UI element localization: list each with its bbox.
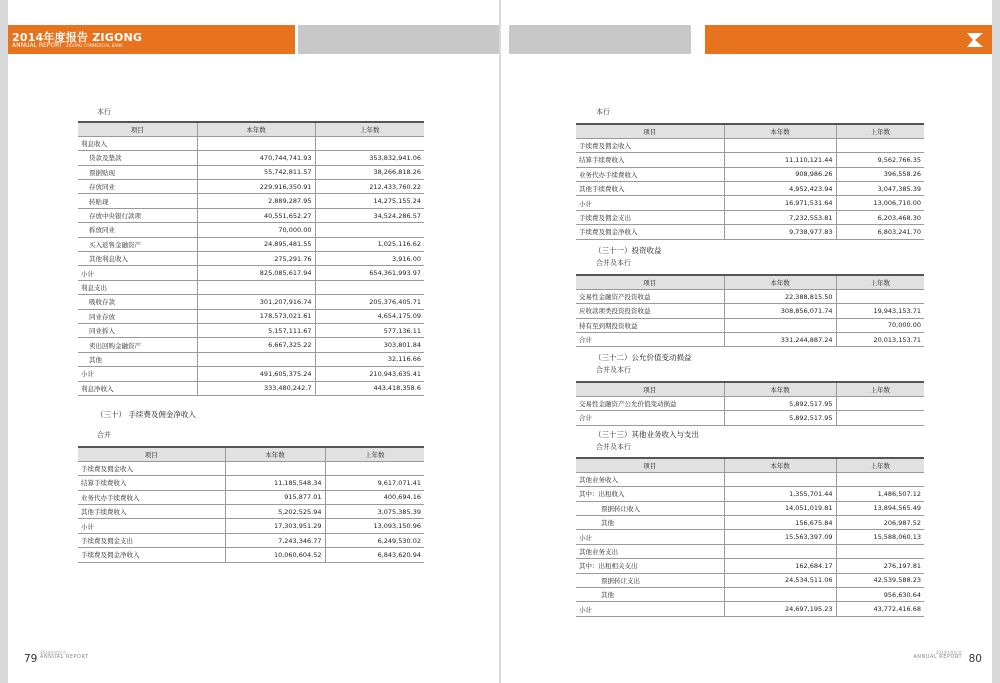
current-year-cell: 331,244,887.24 [724, 333, 836, 347]
row-label-cell: 卖出回购金融资产 [78, 338, 197, 352]
col-header-prior: 上年数 [836, 124, 924, 138]
row-label-cell: 结算手续费收入 [78, 476, 225, 490]
prior-year-cell: 400,694.16 [325, 490, 424, 504]
page-number-right: 80 [968, 653, 982, 665]
table-row [78, 237, 424, 251]
prior-year-cell: 205,376,405.71 [315, 295, 424, 309]
prior-year-cell: 353,832,941.06 [315, 151, 424, 165]
footer-en-right: ANNUAL REPORT [913, 654, 962, 660]
table-row [576, 289, 924, 303]
row-label-cell: 手续费及佣金支出 [576, 210, 724, 224]
current-year-cell [197, 352, 315, 366]
prior-year-cell: 443,418,358.6 [315, 381, 424, 395]
prior-year-cell: 13,006,710.00 [836, 196, 924, 210]
page-number-left: 79 [24, 653, 38, 665]
col-header-prior: 上年数 [325, 447, 424, 461]
table-row [78, 476, 424, 490]
table-row [576, 196, 924, 210]
report-logo-subtitle: ANNUAL REPORT [12, 42, 63, 49]
footer-en-left: ANNUAL REPORT [40, 654, 89, 660]
current-year-cell [724, 138, 836, 152]
col-header-current: 本年数 [225, 447, 325, 461]
row-label-cell: 小计 [78, 266, 197, 280]
footer-cn-left: 2014年度报告 [40, 650, 67, 655]
prior-year-cell: 6,203,468.30 [836, 210, 924, 224]
current-year-cell: 4,952,423.94 [724, 182, 836, 196]
row-label-cell: 其他业务支出 [576, 544, 724, 558]
current-year-cell [724, 472, 836, 486]
report-logo-title: 2014年度报告 ZIGONG [12, 31, 143, 44]
prior-year-cell: 42,539,588.23 [836, 573, 924, 587]
table-row [78, 533, 424, 547]
current-year-cell: 6,667,325.22 [197, 338, 315, 352]
table-row [78, 490, 424, 504]
row-label-cell: 利息支出 [78, 280, 197, 294]
current-year-cell: 24,697,195.23 [724, 602, 836, 616]
table-row [576, 588, 924, 602]
table-row [576, 573, 924, 587]
row-label-cell: 拆放同业 [78, 223, 197, 237]
current-year-cell: 1,355,701.44 [724, 487, 836, 501]
prior-year-cell: 6,843,620.94 [325, 548, 424, 562]
row-label-cell: 手续费及佣金支出 [78, 533, 225, 547]
table-row [78, 323, 424, 337]
current-year-cell: 333,480,242.7 [197, 381, 315, 395]
current-year-cell: 70,000.00 [197, 223, 315, 237]
current-year-cell: 55,742,811.57 [197, 165, 315, 179]
section-31-title: （三十一）投资收益 [594, 246, 662, 255]
current-year-cell: 470,744,741.93 [197, 151, 315, 165]
table-row [78, 208, 424, 222]
prior-year-cell: 1,025,116.62 [315, 237, 424, 251]
table-row [576, 138, 924, 152]
row-label-cell: 合计 [576, 333, 724, 347]
row-label-cell: 小计 [576, 602, 724, 616]
row-label-cell: 其他利息收入 [78, 252, 197, 266]
prior-year-cell: 956,630.64 [836, 588, 924, 602]
table-row [576, 501, 924, 515]
prior-year-cell: 577,136.11 [315, 323, 424, 337]
table-row [576, 318, 924, 332]
right-page [501, 0, 992, 683]
current-year-cell: 908,986.26 [724, 167, 836, 181]
table-row [576, 602, 924, 616]
current-year-cell: 40,551,652.27 [197, 208, 315, 222]
row-label-cell: 票据转让收入 [576, 501, 724, 515]
current-year-cell: 229,916,350.91 [197, 180, 315, 194]
table-row [576, 544, 924, 558]
table-row [576, 411, 924, 425]
interest-income-table [78, 121, 424, 396]
prior-year-cell: 13,093,150.96 [325, 519, 424, 533]
row-label-cell: 业务代办手续费收入 [78, 490, 225, 504]
footer-cn-right: 2014年度报告 [935, 650, 962, 655]
prior-year-cell: 19,943,153.71 [836, 304, 924, 318]
row-label-cell: 转贴现 [78, 194, 197, 208]
col-header-prior: 上年数 [315, 122, 424, 136]
section-33-title: （三十三）其他业务收入与支出 [594, 430, 699, 439]
table-row [576, 530, 924, 544]
prior-year-cell: 1,486,507.12 [836, 487, 924, 501]
current-year-cell: 11,110,121.44 [724, 153, 836, 167]
left-page [8, 0, 499, 683]
prior-year-cell: 6,803,241.70 [836, 225, 924, 239]
prior-year-cell: 3,916.00 [315, 252, 424, 266]
prior-year-cell [836, 396, 924, 410]
prior-year-cell: 14,275,155.24 [315, 194, 424, 208]
row-label-cell: 手续费及佣金收入 [576, 138, 724, 152]
prior-year-cell: 34,524,286.57 [315, 208, 424, 222]
table-row [78, 151, 424, 165]
row-label-cell: 同业拆入 [78, 323, 197, 337]
current-year-cell: 5,157,111.67 [197, 323, 315, 337]
row-label-cell: 票据转让支出 [576, 573, 724, 587]
row-label-cell: 持有至到期投资收益 [576, 318, 724, 332]
prior-year-cell: 43,772,416.68 [836, 602, 924, 616]
col-header-item: 项目 [78, 447, 225, 461]
bank-logo-icon [964, 29, 986, 51]
current-year-cell [724, 544, 836, 558]
table-row [78, 505, 424, 519]
current-year-cell: 14,051,019.81 [724, 501, 836, 515]
prior-year-cell: 15,588,060.13 [836, 530, 924, 544]
row-label-cell: 其他手续费收入 [78, 505, 225, 519]
section-30-title: （三十） 手续费及佣金净收入 [96, 410, 196, 419]
label-bank-right: 本行 [596, 108, 610, 116]
table-row [576, 396, 924, 410]
current-year-cell: 7,243,346.77 [225, 533, 325, 547]
row-label-cell: 利息收入 [78, 136, 197, 150]
current-year-cell: 825,085,617.94 [197, 266, 315, 280]
prior-year-cell [315, 223, 424, 237]
current-year-cell: 301,207,916.74 [197, 295, 315, 309]
current-year-cell: 7,232,553.81 [724, 210, 836, 224]
row-label-cell: 结算手续费收入 [576, 153, 724, 167]
col-header-prior: 上年数 [836, 382, 924, 396]
prior-year-cell: 9,617,071.41 [325, 476, 424, 490]
prior-year-cell: 6,249,530.02 [325, 533, 424, 547]
prior-year-cell: 38,266,818.26 [315, 165, 424, 179]
current-year-cell: 10,060,604.52 [225, 548, 325, 562]
prior-year-cell: 303,801.84 [315, 338, 424, 352]
current-year-cell: 915,877.01 [225, 490, 325, 504]
prior-year-cell: 70,000.00 [836, 318, 924, 332]
row-label-cell: 其他 [576, 588, 724, 602]
row-label-cell: 吸收存款 [78, 295, 197, 309]
prior-year-cell [315, 136, 424, 150]
current-year-cell: 178,573,021.61 [197, 309, 315, 323]
col-header-prior: 上年数 [836, 458, 924, 472]
table-row [576, 225, 924, 239]
table-row [576, 487, 924, 501]
table-row [576, 167, 924, 181]
row-label-cell: 存放同业 [78, 180, 197, 194]
table-row [78, 519, 424, 533]
header-band-right [705, 25, 992, 54]
investment-income-table [576, 274, 924, 347]
col-header-item: 项目 [78, 122, 197, 136]
row-label-cell: 其他 [78, 352, 197, 366]
row-label-cell: 同业存放 [78, 309, 197, 323]
current-year-cell: 491,605,375.24 [197, 367, 315, 381]
col-header-current: 本年数 [724, 382, 836, 396]
current-year-cell [724, 588, 836, 602]
header-gray-band-left [298, 25, 499, 54]
row-label-cell: 手续费及佣金净收入 [78, 548, 225, 562]
row-label-cell: 小计 [78, 367, 197, 381]
col-header-item: 项目 [576, 458, 724, 472]
current-year-cell [197, 136, 315, 150]
current-year-cell: 22,388,815.50 [724, 289, 836, 303]
row-label-cell: 其他 [576, 516, 724, 530]
fee-income-bank-table [576, 123, 924, 240]
fee-income-consolidated-table [78, 446, 424, 563]
row-label-cell: 其他业务收入 [576, 472, 724, 486]
row-label-cell: 交易性金融资产公允价值变动损益 [576, 396, 724, 410]
table-row [78, 252, 424, 266]
table-row [576, 210, 924, 224]
table-row [78, 309, 424, 323]
table-row [576, 182, 924, 196]
prior-year-cell: 9,562,766.35 [836, 153, 924, 167]
row-label-cell: 贷款及垫款 [78, 151, 197, 165]
row-label-cell: 小计 [576, 196, 724, 210]
table-row [576, 153, 924, 167]
current-year-cell: 308,856,071.74 [724, 304, 836, 318]
prior-year-cell: 654,361,993.97 [315, 266, 424, 280]
report-logo-bank-name: ZIGONG COMMERCIAL BANK [66, 43, 123, 48]
current-year-cell: 156,675.84 [724, 516, 836, 530]
row-label-cell: 其他手续费收入 [576, 182, 724, 196]
prior-year-cell: 3,047,385.39 [836, 182, 924, 196]
row-label-cell: 手续费及佣金收入 [78, 461, 225, 475]
prior-year-cell: 212,433,760.22 [315, 180, 424, 194]
row-label-cell: 利息净收入 [78, 381, 197, 395]
row-label-cell: 手续费及佣金净收入 [576, 225, 724, 239]
header-band-left [8, 25, 295, 54]
table-row [576, 333, 924, 347]
current-year-cell: 5,892,517.95 [724, 411, 836, 425]
row-label-cell: 票据贴现 [78, 165, 197, 179]
table-row [576, 516, 924, 530]
row-label-cell: 买入返售金融资产 [78, 237, 197, 251]
prior-year-cell: 20,013,153.71 [836, 333, 924, 347]
prior-year-cell: 396,558.26 [836, 167, 924, 181]
prior-year-cell: 32,116.66 [315, 352, 424, 366]
table-row [576, 559, 924, 573]
table-row [78, 548, 424, 562]
prior-year-cell [836, 472, 924, 486]
section-32-subtitle: 合并及本行 [596, 366, 631, 374]
table-row [78, 180, 424, 194]
table-row [78, 165, 424, 179]
col-header-current: 本年数 [724, 458, 836, 472]
row-label-cell: 小计 [78, 519, 225, 533]
row-label-cell: 业务代办手续费收入 [576, 167, 724, 181]
current-year-cell: 5,892,517.95 [724, 396, 836, 410]
prior-year-cell: 13,894,565.49 [836, 501, 924, 515]
prior-year-cell: 276,197.81 [836, 559, 924, 573]
row-label-cell: 小计 [576, 530, 724, 544]
table-row [78, 136, 424, 150]
row-label-cell: 其中：出租收入 [576, 487, 724, 501]
table-row [78, 381, 424, 395]
current-year-cell: 162,684.17 [724, 559, 836, 573]
current-year-cell: 24,895,481.55 [197, 237, 315, 251]
header-gray-band-right [509, 25, 691, 54]
label-bank-left: 本行 [97, 108, 111, 116]
prior-year-cell [836, 411, 924, 425]
col-header-current: 本年数 [724, 124, 836, 138]
prior-year-cell [836, 544, 924, 558]
table-row [576, 472, 924, 486]
table-row [78, 338, 424, 352]
table-row [78, 352, 424, 366]
section-32-title: （三十二）公允价值变动损益 [594, 353, 692, 362]
prior-year-cell: 4,654,175.09 [315, 309, 424, 323]
current-year-cell: 11,185,548.34 [225, 476, 325, 490]
current-year-cell [225, 461, 325, 475]
section-31-subtitle: 合并及本行 [596, 259, 631, 267]
current-year-cell: 2,889,287.95 [197, 194, 315, 208]
fair-value-change-table [576, 381, 924, 426]
row-label-cell: 合计 [576, 411, 724, 425]
prior-year-cell: 206,987.52 [836, 516, 924, 530]
prior-year-cell: 3,075,385.39 [325, 505, 424, 519]
table-row [78, 266, 424, 280]
current-year-cell: 24,534,511.06 [724, 573, 836, 587]
col-header-item: 项目 [576, 275, 724, 289]
current-year-cell: 15,563,397.09 [724, 530, 836, 544]
section-33-subtitle: 合并及本行 [596, 443, 631, 451]
row-label-cell: 其中：出租相关支出 [576, 559, 724, 573]
table-row [78, 367, 424, 381]
current-year-cell [197, 280, 315, 294]
other-business-table [576, 457, 924, 617]
current-year-cell: 9,738,977.83 [724, 225, 836, 239]
prior-year-cell [325, 461, 424, 475]
col-header-current: 本年数 [197, 122, 315, 136]
col-header-item: 项目 [576, 124, 724, 138]
current-year-cell [724, 318, 836, 332]
prior-year-cell [836, 289, 924, 303]
current-year-cell: 275,291.76 [197, 252, 315, 266]
table-row [78, 461, 424, 475]
col-header-prior: 上年数 [836, 275, 924, 289]
current-year-cell: 17,303,951.29 [225, 519, 325, 533]
col-header-item: 项目 [576, 382, 724, 396]
prior-year-cell [836, 138, 924, 152]
table-row [78, 280, 424, 294]
prior-year-cell [315, 280, 424, 294]
row-label-cell: 交易性金融资产投资收益 [576, 289, 724, 303]
row-label-cell: 应收款项类投资投资收益 [576, 304, 724, 318]
table-row [78, 295, 424, 309]
col-header-current: 本年数 [724, 275, 836, 289]
current-year-cell: 16,971,531.64 [724, 196, 836, 210]
table-row [576, 304, 924, 318]
row-label-cell: 存放中央银行款项 [78, 208, 197, 222]
prior-year-cell: 210,943,635.41 [315, 367, 424, 381]
label-consolidated: 合并 [97, 431, 111, 439]
table-row [78, 194, 424, 208]
current-year-cell: 5,202,525.94 [225, 505, 325, 519]
table-row [78, 223, 424, 237]
